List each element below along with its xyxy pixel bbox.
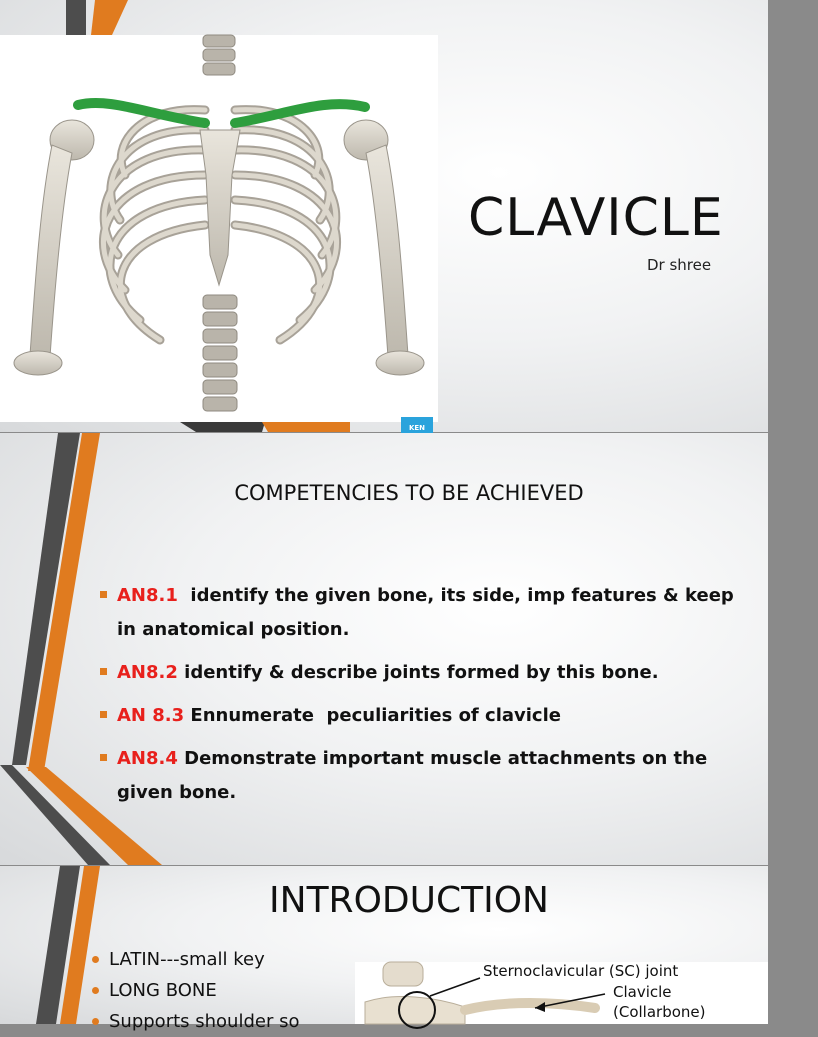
clavicle-figure (355, 962, 768, 1024)
list-item (92, 944, 299, 975)
intro-bullet-list (92, 944, 299, 1037)
slide-heading: COMPETENCIES TO BE ACHIEVED (234, 481, 584, 505)
competency-code: AN8.2 (117, 662, 178, 683)
kenhub-logo: KEN (401, 417, 433, 449)
list-item (92, 975, 299, 1006)
list-item (100, 699, 740, 733)
ribcage-illustration (0, 35, 438, 432)
bullet-text: LATIN---small key (109, 949, 265, 970)
bullet-text: LONG BONE (109, 980, 217, 1001)
round-bullet-icon (92, 1018, 99, 1025)
list-item (100, 579, 740, 647)
slide-heading: INTRODUCTION (269, 880, 549, 921)
figure-label-clavicle: Clavicle (613, 983, 672, 1001)
competency-text: identify the given bone, its side, imp features & keep in anatomical position. (117, 585, 741, 640)
competency-text: identify & describe joints formed by this bone. (177, 662, 659, 683)
bullet-text: Supports shoulder so (109, 1011, 300, 1032)
skeleton-thorax-image (0, 35, 438, 422)
competency-text: Ennumerate peculiarities of clavicle (184, 705, 561, 726)
competency-text: Demonstrate important muscle attachments on the given bone. (117, 748, 714, 803)
competency-code: AN8.4 (117, 748, 178, 769)
round-bullet-icon (92, 956, 99, 963)
title-slide (0, 0, 768, 432)
square-bullet-icon (100, 668, 107, 675)
list-item (100, 656, 740, 690)
competency-code: AN 8.3 (117, 705, 185, 726)
figure-label-sc-joint: Sternoclavicular (SC) joint (483, 962, 679, 980)
square-bullet-icon (100, 711, 107, 718)
figure-label-collarbone: (Collarbone) (613, 1003, 706, 1021)
competency-code: AN8.1 (117, 585, 178, 606)
square-bullet-icon (100, 754, 107, 761)
list-item (92, 1006, 299, 1037)
square-bullet-icon (100, 591, 107, 598)
round-bullet-icon (92, 987, 99, 994)
introduction-slide (0, 866, 768, 1032)
competency-list (100, 579, 740, 819)
competencies-slide (0, 433, 768, 865)
slide-subtitle: Dr shree (647, 256, 712, 274)
slide-title: CLAVICLE (468, 188, 724, 248)
list-item (100, 742, 740, 810)
